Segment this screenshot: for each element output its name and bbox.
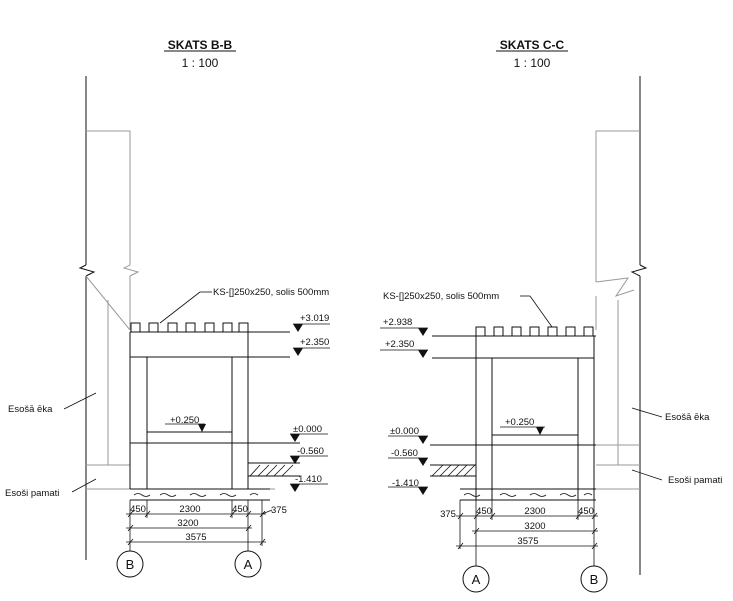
level-label-top-b-b: +3.019 [300, 313, 330, 324]
existing-wall-leader-c-c [632, 408, 662, 417]
existing-wall-label-c-c: Esošā ēka [665, 412, 710, 423]
level-marker-top-b-b [293, 324, 330, 332]
dim-inner-total-b-b: 3200 [177, 518, 199, 529]
ground-hatch-b-b [250, 465, 293, 476]
level-label-floor-b-b: +0.250 [170, 415, 200, 426]
dim-offset-c-c: 375 [440, 509, 456, 520]
existing-foundation-leader-c-c [632, 470, 662, 480]
dim-left-col-b-b: 450 [130, 504, 146, 515]
section-c-c-title: SKATS C-C [499, 38, 565, 52]
frame-b-b [130, 332, 300, 489]
grid-bubble-label-c-c-right: B [589, 572, 599, 587]
foundation-slab-b-b [130, 489, 270, 500]
existing-wall-left [80, 76, 275, 560]
foundation-slab-c-c [460, 489, 596, 500]
level-marker-zero-b-b [290, 434, 328, 442]
level-label-beam-c-c: +2.350 [385, 339, 415, 350]
beam-note-b-b: KS-[]250x250, solis 500mm [213, 287, 330, 298]
level-marker-ground-b-b [290, 456, 328, 464]
existing-foundation-label-b-b: Esoši pamati [5, 488, 60, 499]
grid-bubble-label-b-b-right: A [243, 557, 253, 572]
level-marker-ground-c-c [388, 458, 428, 466]
level-label-foundation-b-b: -1.410 [295, 474, 322, 485]
section-c-c [380, 38, 722, 592]
dim-offset-b-b: 375 [271, 505, 287, 516]
level-marker-zero-c-c [388, 436, 428, 444]
level-marker-beam-b-b [293, 348, 330, 356]
section-b-b-scale: 1 : 100 [181, 56, 219, 70]
dim-total-c-c: 3575 [517, 536, 539, 547]
ground-hatch-c-c [432, 465, 475, 476]
dim-left-col-c-c: 450 [476, 506, 492, 517]
roof-purlins-c-c [432, 327, 596, 336]
existing-wall-label-b-b: Esošā ēka [8, 404, 53, 415]
level-label-top-c-c: +2.938 [383, 317, 413, 328]
level-label-zero-b-b: ±0.000 [293, 424, 322, 435]
level-label-zero-c-c: ±0.000 [390, 426, 419, 437]
existing-foundation-label-c-c: Esoši pamati [668, 475, 723, 486]
dim-right-col-b-b: 450 [232, 504, 248, 515]
dim-inner-total-c-c: 3200 [524, 521, 546, 532]
section-c-c-scale: 1 : 100 [513, 56, 551, 70]
level-label-ground-b-b: -0.560 [297, 446, 324, 457]
dim-right-col-c-c: 450 [578, 506, 594, 517]
existing-wall-leader-b-b [64, 393, 96, 409]
section-b-b [5, 38, 330, 577]
level-label-beam-b-b: +2.350 [300, 337, 330, 348]
grid-bubble-label-b-b-left: B [125, 557, 135, 572]
beam-note-c-c: KS-[]250x250, solis 500mm [383, 291, 500, 302]
roof-purlins-b-b [130, 323, 290, 332]
level-label-foundation-c-c: -1.410 [392, 478, 419, 489]
level-marker-beam-c-c [380, 350, 428, 358]
level-marker-floor-c-c [500, 427, 545, 435]
beam-note-leader-b-b [160, 292, 200, 323]
level-label-ground-c-c: -0.560 [391, 448, 418, 459]
section-b-b-title: SKATS B-B [167, 38, 233, 52]
level-marker-foundation-b-b [290, 484, 328, 492]
dim-span-b-b: 2300 [179, 504, 201, 515]
level-marker-top-c-c [380, 328, 428, 336]
existing-foundation-leader-b-b [72, 479, 96, 492]
level-label-floor-c-c: +0.250 [505, 417, 535, 428]
grid-bubble-label-c-c-left: A [471, 572, 481, 587]
dim-span-c-c: 2300 [524, 506, 546, 517]
dim-total-b-b: 3575 [185, 532, 207, 543]
